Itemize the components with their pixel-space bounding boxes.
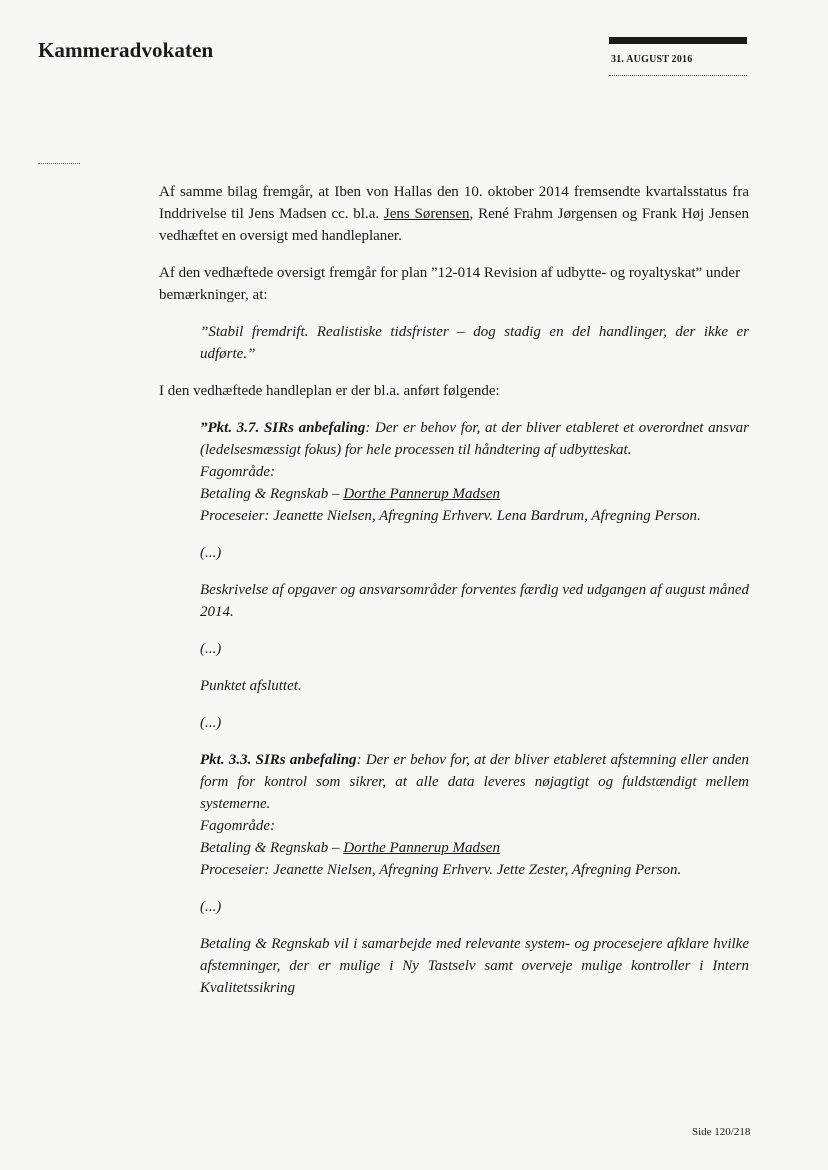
header-rule xyxy=(609,37,747,44)
process-owners: Proceseier: Jeanette Nielsen, Afregning Erhverv. Jette Zester, Afregning Person. xyxy=(200,862,682,878)
item-heading: Pkt. 3.3. SIRs anbefaling xyxy=(200,752,357,768)
closed-note: Punktet afsluttet. xyxy=(200,678,302,694)
quote-item-3-7: ”Pkt. 3.7. SIRs anbefaling: Der er behov for, at der bliver etableret et overordnet ansvar (ledelsesmæssigt fokus) for hele processen til håndtering af udbytteskat. Fagområde: Betaling & Regnskab – Dorthe Pannerup Madsen Proceseier: Jeanette Nielsen, Afregning Erhverv. Lena Bardrum, Afregning Person. xyxy=(200,417,749,527)
page-number: Side 120/218 xyxy=(692,1126,751,1138)
paragraph-2: Af den vedhæftede oversigt fremgår for plan ”12-014 Revision af udbytte- og royaltyskat” under bemærkninger, at: xyxy=(159,265,741,303)
paragraph-3: I den vedhæftede handleplan er der bl.a. anført følgende: xyxy=(159,383,500,399)
ellipsis: (...) xyxy=(200,641,222,657)
area-person: Dorthe Pannerup Madsen xyxy=(343,486,500,502)
area-person: Dorthe Pannerup Madsen xyxy=(343,840,500,856)
document-title: Kammeradvokaten xyxy=(38,38,214,62)
item-heading: ”Pkt. 3.7. SIRs anbefaling xyxy=(200,420,366,436)
ellipsis: (...) xyxy=(200,545,222,561)
header-dotted-rule xyxy=(609,75,747,76)
quote-1: ”Stabil fremdrift. Realistiske tidsfrister – dog stadig en del handlinger, der ikke er udførte.” xyxy=(200,324,749,362)
ellipsis: (...) xyxy=(200,899,222,915)
document-body xyxy=(159,181,749,999)
final-paragraph: Betaling & Regnskab vil i samarbejde med relevante system- og procesejere afklare hvilke afstemninger, der er mulige i Ny Tastselv samt overveje mulige kontroller i Intern Kvalitetssikring xyxy=(200,936,749,996)
ellipsis: (...) xyxy=(200,715,222,731)
area-label: Fagområde: xyxy=(200,818,275,834)
paragraph-1: Af samme bilag fremgår, at Iben von Hallas den 10. oktober 2014 fremsendte kvartalsstatus fra Inddrivelse til Jens Madsen cc. bl.a. Jens Sørensen, René Frahm Jørgensen og Frank Høj Jensen vedhæftet en oversigt med handleplaner. xyxy=(159,184,749,244)
process-owners: Proceseier: Jeanette Nielsen, Afregning Erhverv. Lena Bardrum, Afregning Person. xyxy=(200,508,701,524)
area-label: Fagområde: xyxy=(200,464,275,480)
document-date: 31. AUGUST 2016 xyxy=(611,54,693,65)
quote-item-3-3: Pkt. 3.3. SIRs anbefaling: Der er behov for, at der bliver etableret afstemning eller anden form for kontrol som sikrer, at alle data leveres nøjagtigt og fuldstændigt mellem systemerne. Fagområde: Betaling & Regnskab – Dorthe Pannerup Madsen Proceseier: Jeanette Nielsen, Afregning Erhverv. Jette Zester, Afregning Person. xyxy=(200,749,749,881)
margin-dotted-rule xyxy=(38,163,80,164)
description: Beskrivelse af opgaver og ansvarsområder forventes færdig ved udgangen af august måned 2014. xyxy=(200,582,749,620)
underlined-name: Jens Sørensen xyxy=(383,206,470,222)
